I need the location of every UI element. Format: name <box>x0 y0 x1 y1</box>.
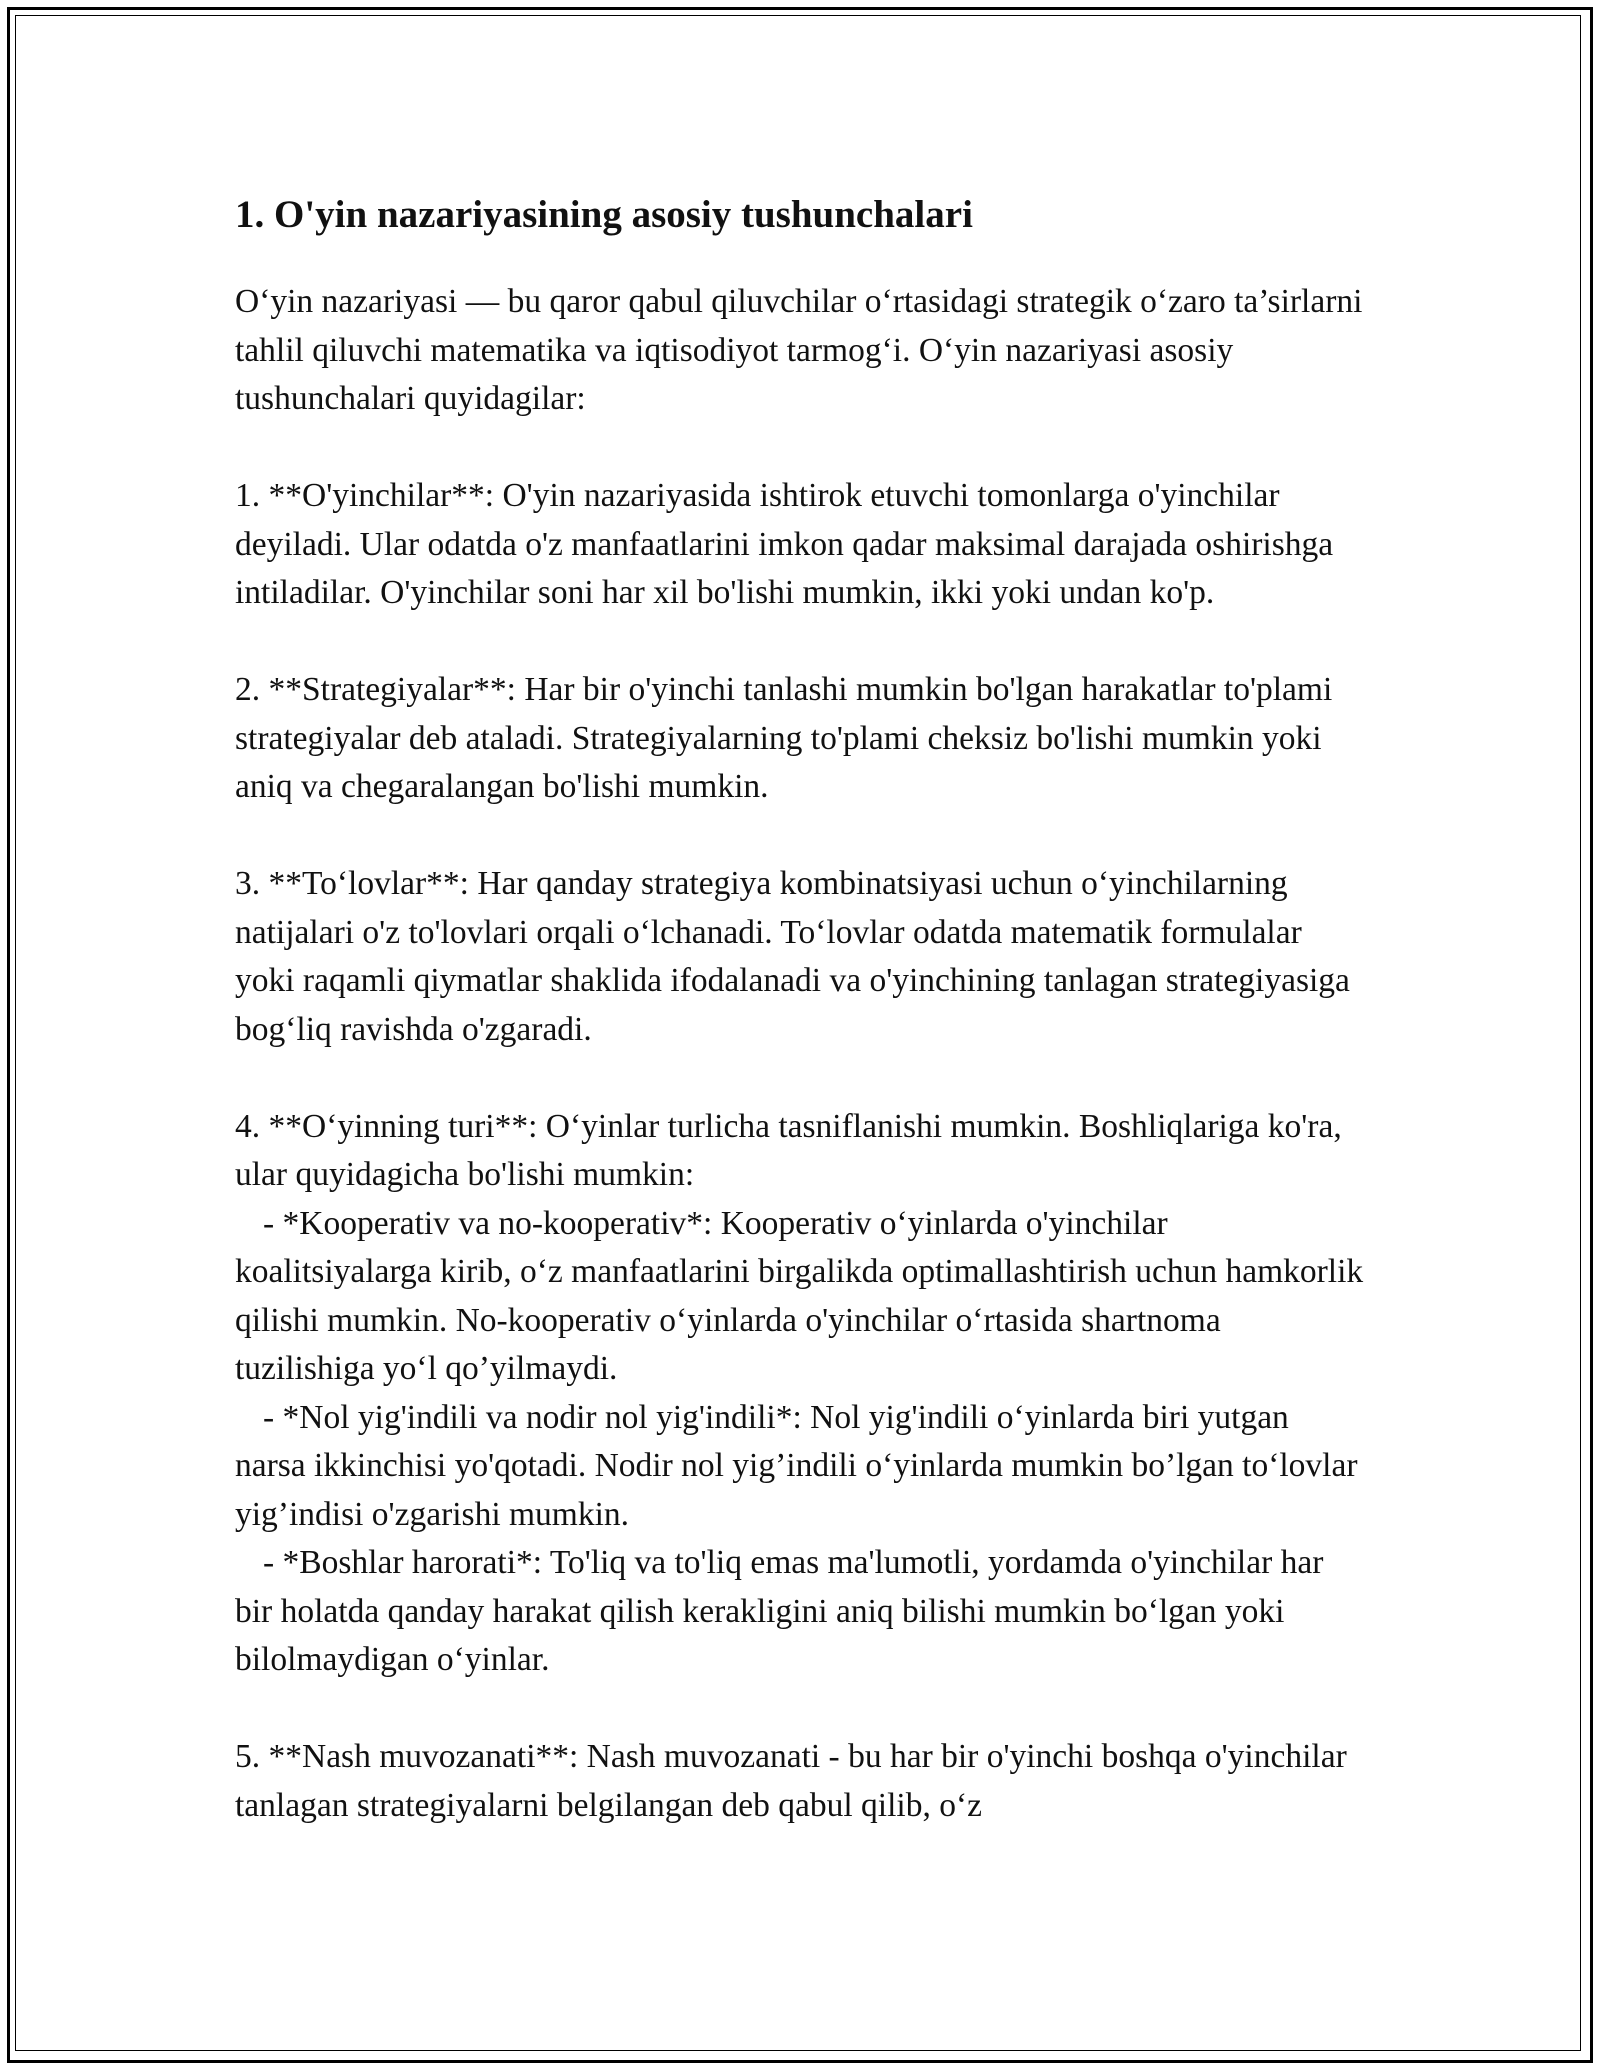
paragraph-gap <box>235 424 1365 473</box>
document-body <box>235 186 1365 1830</box>
list-item-players: 1. **O'yinchilar**: O'yin nazariyasida ishtirok etuvchi tomonlarga o'yinchilar deyiladi. Ular odatda o'z manfaatlarini imkon qadar maksimal darajada oshirishga intiladilar. O'yinchilar soni har xil bo'lishi mumkin, ikki yoki undan ko'p. <box>235 477 1334 611</box>
intro-paragraph: O‘yin nazariyasi — bu qaror qabul qiluvchilar o‘rtasidagi strategik o‘zaro ta’sirlarni tahlil qiluvchi matematika va iqtisodiyot tarmog‘i. O‘yin nazariyasi asosiy tushunchalari quyidagilar: <box>235 283 1363 417</box>
list-item-payoffs: 3. **To‘lovlar**: Har qanday strategiya kombinatsiyasi uchun o‘yinchilarning natijalari o'z to'lovlari orqali o‘lchanadi. To‘lovlar odatda matematik formulalar yoki raqamli qiymatlar shaklida ifodalanadi va o'yinchining tanlagan strategiyasiga bog‘liq ravishda o'zgaradi. <box>235 865 1350 1048</box>
paragraph-gap <box>235 1685 1365 1734</box>
document-title: 1. O'yin nazariyasining asosiy tushunchalari <box>235 193 973 236</box>
paragraph-gap <box>235 1054 1365 1103</box>
sub-item-cooperative: - *Kooperativ va no-kooperativ*: Kooperativ o‘yinlarda o'yinchilar koalitsiyalarga kirib, o‘z manfaatlarini birgalikda optimallashtirish uchun hamkorlik qilishi mumkin. No-kooperativ o‘yinlarda o'yinchilar o‘rtasida shartnoma tuzilishiga yo‘l qo’yilmaydi. <box>235 1204 1364 1387</box>
list-item-nash-equilibrium: 5. **Nash muvozanati**: Nash muvozanati - bu har bir o'yinchi boshqa o'yinchilar tanlagan strategiyalarni belgilangan deb qabul qilib, o‘z <box>235 1738 1347 1824</box>
list-item-strategies: 2. **Strategiyalar**: Har bir o'yinchi tanlashi mumkin bo'lgan harakatlar to'plami strategiyalar deb ataladi. Strategiyalarning to'plami cheksiz bo'lishi mumkin yoki aniq va chegaralangan bo'lishi mumkin. <box>235 671 1333 805</box>
sub-item-information: - *Boshlar harorati*: To'liq va to'liq emas ma'lumotli, yordamda o'yinchilar har bir holatda qanday harakat qilish kerakligini aniq bilishi mumkin bo‘lgan yoki bilolmaydigan o‘yinlar. <box>235 1544 1324 1678</box>
sub-item-zero-sum: - *Nol yig'indili va nodir nol yig'indili*: Nol yig'indili o‘yinlarda biri yutgan narsa ikkinchisi yo'qotadi. Nodir nol yig’indili o‘yinlarda mumkin bo’lgan to‘lovlar yig’indisi o'zgarishi mumkin. <box>235 1398 1358 1533</box>
list-item-game-types: 4. **O‘yinning turi**: O‘yinlar turlicha tasniflanishi mumkin. Boshliqlariga ko'ra, ular quyidagicha bo'lishi mumkin: <box>235 1107 1342 1193</box>
paragraph-gap <box>235 618 1365 667</box>
paragraph-gap <box>235 812 1365 861</box>
